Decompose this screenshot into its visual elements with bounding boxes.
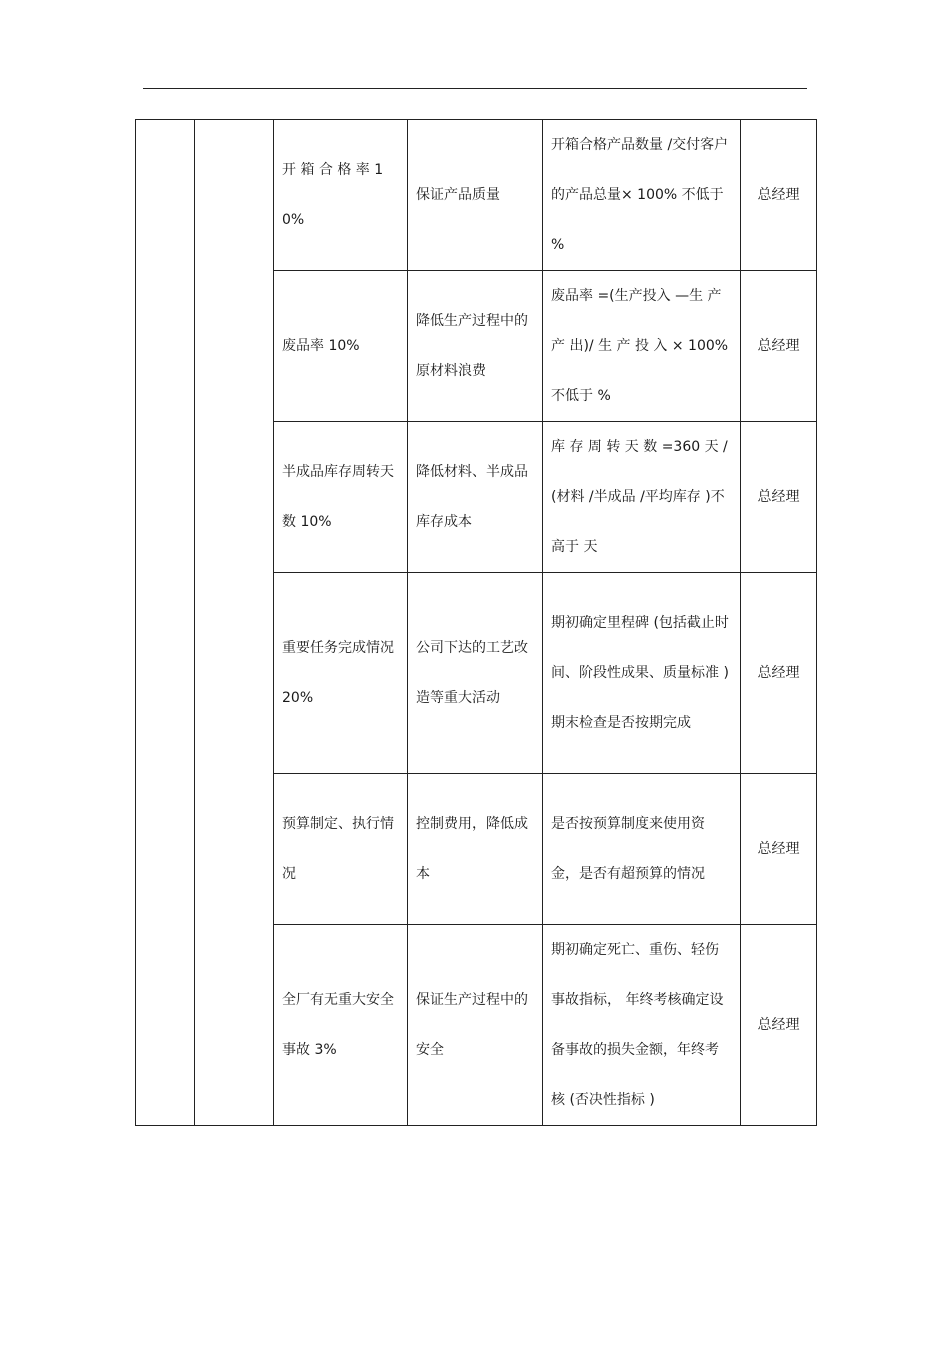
indicator-cell: 开 箱 合 格 率 10%: [274, 120, 408, 271]
indicator-cell: 预算制定、执行情况: [274, 774, 408, 925]
formula-cell: 开箱合格产品数量 /交付客户的产品总量× 100% 不低于 %: [543, 120, 741, 271]
indicator-cell: 半成品库存周转天数 10%: [274, 422, 408, 573]
formula-cell: 期初确定里程碑 (包括截止时间、阶段性成果、质量标准 )期末检查是否按期完成: [543, 573, 741, 774]
purpose-cell: 降低生产过程中的原材料浪费: [408, 271, 543, 422]
owner-cell: 总经理: [741, 774, 817, 925]
kpi-table: [135, 119, 817, 1126]
owner-cell: 总经理: [741, 422, 817, 573]
owner-cell: 总经理: [741, 271, 817, 422]
purpose-cell: 控制费用，降低成本: [408, 774, 543, 925]
purpose-cell: 保证产品质量: [408, 120, 543, 271]
owner-cell: 总经理: [741, 120, 817, 271]
indicator-cell: 重要任务完成情况 20%: [274, 573, 408, 774]
subcategory-cell: [195, 120, 274, 1126]
header-rule: [143, 88, 807, 89]
formula-cell: 是否按预算制度来使用资金，是否有超预算的情况: [543, 774, 741, 925]
formula-cell: 期初确定死亡、重伤、轻伤事故指标， 年终考核确定设备事故的损失金额，年终考核 (否决性指标 ): [543, 925, 741, 1126]
indicator-cell: 废品率 10%: [274, 271, 408, 422]
category-cell: [136, 120, 195, 1126]
owner-cell: 总经理: [741, 573, 817, 774]
purpose-cell: 公司下达的工艺改造等重大活动: [408, 573, 543, 774]
indicator-cell: 全厂有无重大安全事故 3%: [274, 925, 408, 1126]
purpose-cell: 降低材料、半成品库存成本: [408, 422, 543, 573]
owner-cell: 总经理: [741, 925, 817, 1126]
purpose-cell: 保证生产过程中的安全: [408, 925, 543, 1126]
formula-cell: 废品率 =(生产投入 —生 产 产 出)/ 生 产 投 入 × 100%不低于 %: [543, 271, 741, 422]
formula-cell: 库 存 周 转 天 数 =360 天 /(材料 /半成品 /平均库存 )不高于 天: [543, 422, 741, 573]
table-row: [136, 120, 817, 271]
